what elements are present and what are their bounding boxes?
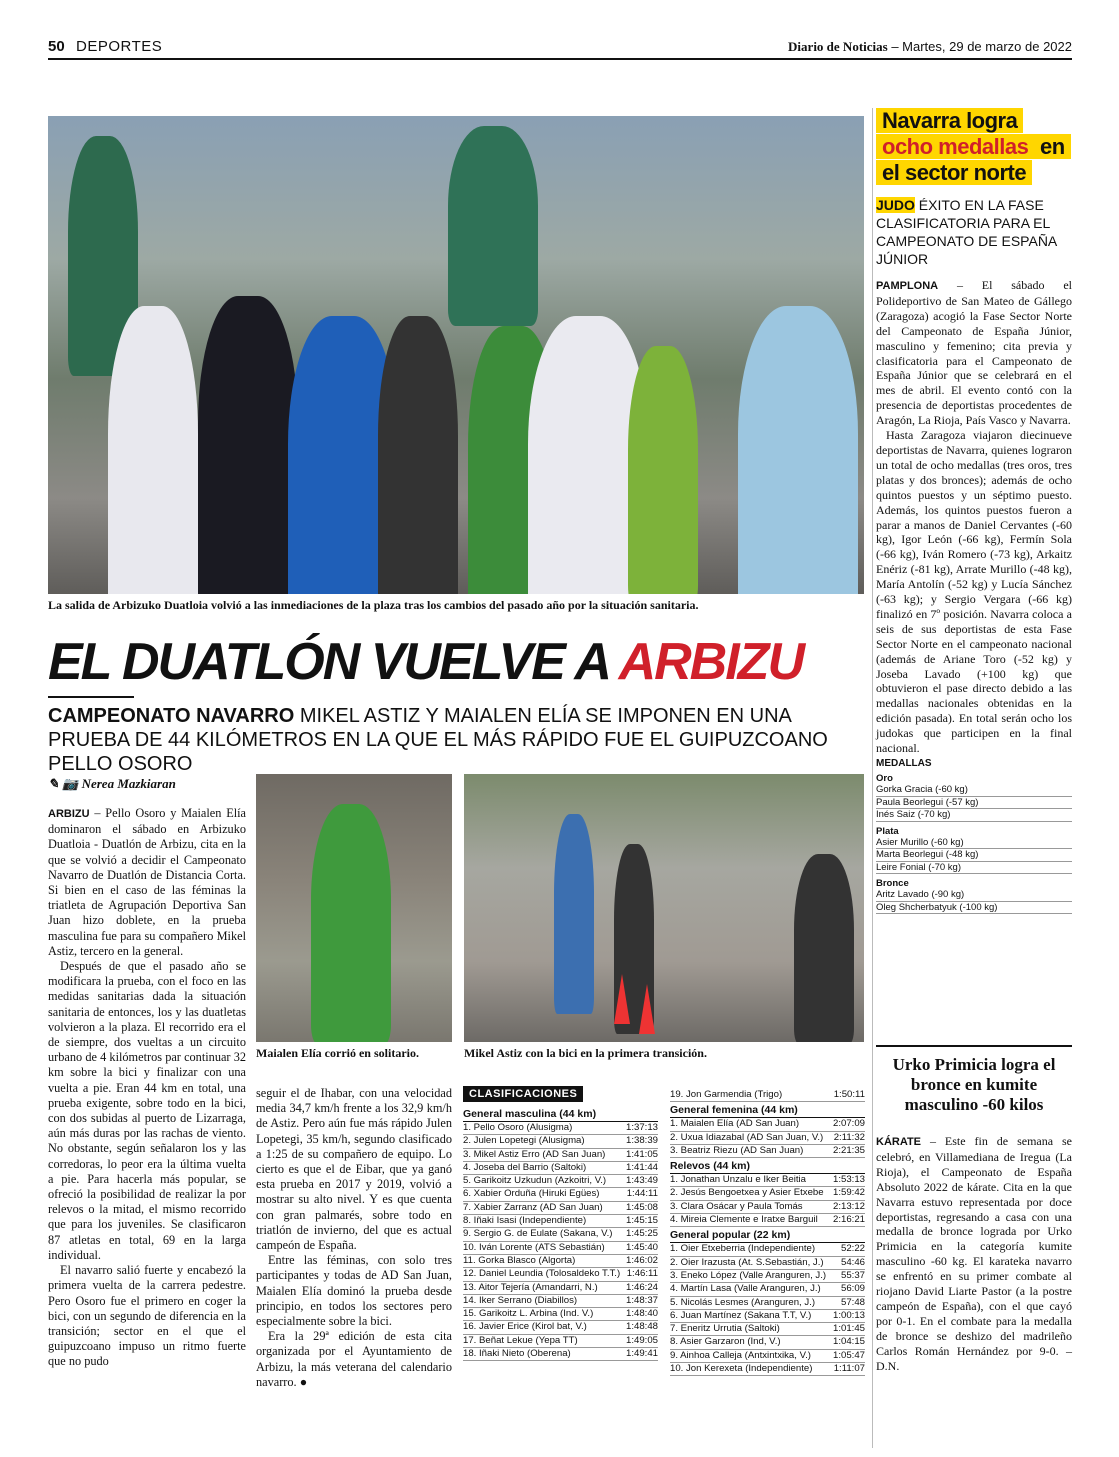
medal-row: Marta Beorlegui (-48 kg) [876, 849, 1072, 862]
sidebar-kicker: JUDO ÉXITO EN LA FASE CLASIFICATORIA PARA EL CAMPEONATO DE ESPAÑA JÚNIOR [876, 197, 1057, 267]
results-subtitle: General masculina (44 km) [463, 1106, 658, 1122]
table-row: 5. Nicolás Lesmes (Aranguren, J.) 57:48 [670, 1297, 865, 1310]
medal-category: Oro [876, 773, 893, 784]
photo-mikel [464, 774, 864, 1042]
results-badge: CLASIFICACIONES [463, 1086, 583, 1102]
page-header [48, 36, 1072, 60]
table-row: 7. Xabier Zarranz (AD San Juan) 1:45:08 [463, 1202, 658, 1215]
table-row: 2. Oier Irazusta (At. S.Sebastián, J.) 54:46 [670, 1257, 865, 1270]
page-number: 50 [48, 38, 65, 55]
headline-part2: ARBIZU [618, 633, 803, 691]
results-subtitle: Relevos (44 km) [670, 1158, 865, 1174]
table-row: 19. Jon Garmendia (Trigo) 1:50:11 [670, 1089, 865, 1102]
results-col-a [463, 1086, 658, 1361]
table-row: 3. Beatriz Riezu (AD San Juan) 2:21:35 [670, 1145, 865, 1158]
table-row: 6. Xabier Orduña (Hiruki Egües) 1:44:11 [463, 1188, 658, 1201]
headline-part1: EL DUATLÓN VUELVE A [48, 633, 619, 691]
photo-mikel-caption: Mikel Astiz con la bici en la primera transición. [464, 1046, 707, 1060]
headline [48, 632, 868, 692]
table-row: 2. Julen Lopetegi (Alusigma) 1:38:39 [463, 1135, 658, 1148]
table-row: 12. Daniel Leundia (Tolosaldeko T.T.) 1:46:11 [463, 1268, 658, 1281]
urko-paragraph: KÁRATE – Este fin de semana se celebró, en Villamediana de Iregua (La Rioja), el Campeonato de España Absoluto 2022 de kárate. Cita en la que Navarra estuvo representada por doce deportistas, regresando a casa con una medalla de bronce lograda por Urko Primicia en la categoría kumite masculino -60 kg. El karateka navarro se enfrentó en su primer combate al riojano David Liarte Pastor (a la postre campeón de España), con el que cayó por 0-1. En el combate para la medalla de bronce se deshizo del madrileño Carlos Román Hernández por 9-0. – D.N. [876, 1134, 1072, 1373]
article-col-1 [48, 806, 246, 1370]
article-paragraph: El navarro salió fuerte y encabezó la primera vuelta de la carrera pedestre. Pero Osoro fue el primero en coger la bici, con un segundo de diferencia en la transición; sector en el que el guipuzcoano impuso un ritmo fuerte que no pudo [48, 1263, 246, 1369]
table-row: 1. Maialen Elía (AD San Juan) 2:07:09 [670, 1118, 865, 1131]
table-row: 6. Juan Martínez (Sakana T.T, V.) 1:00:13 [670, 1310, 865, 1323]
article-col-2 [256, 1086, 452, 1390]
photo-maialen-caption: Maialen Elía corrió en solitario. [256, 1046, 419, 1060]
table-row: 5. Garikoitz Uzkudun (Azkoitri, V.) 1:43:49 [463, 1175, 658, 1188]
sidebar-paragraph: PAMPLONA – El sábado el Polideportivo de San Mateo de Gállego (Zaragoza) acogió la Fase Sector Norte del Campeonato de España Júnior, masculino y femenino; cita previa y clasificatoria para el Campeonato de España Júnior que se celebrará en el mes de abril. El evento contó con la presencia de deportistas procedentes de Aragón, La Rioja, País Vasco y Navarra. [876, 278, 1072, 428]
article-paragraph: Después de que el pasado año se modificara la prueba, con el foco en las medidas sanitarias dada la situación sanitaria de entonces, los y las duatletas volvieron a la plaza. El recorrido era el de siempre, dos vueltas a un circuito urbano de 4 kilómetros par continuar 32 km sobre la bici y finalizar con una vuelta a pie. Eran 44 km en total, una prueba exigente, sobre todo en la bici, con dos subidas al puerto de Lizarraga, aún más duras por las rachas de viento. No obstante, según señalaron los y las corredoras, lo peor era la última vuelta a pie. Para hacerla más popular, se ofreció la posibilidad de realizar la por relevos o la mitad, el mismo recorrido que para los juveniles. Se clasificaron 87 atletas en total, 69 en la larga individual. [48, 959, 246, 1262]
medal-row: Asier Murillo (-60 kg) [876, 837, 1072, 850]
headline-rule [48, 696, 134, 698]
masthead-date [788, 39, 1072, 55]
results-col-b [670, 1089, 865, 1376]
table-row: 4. Joseba del Barrio (Saltoki) 1:41:44 [463, 1162, 658, 1175]
table-row: 4. Mireia Clemente e Iratxe Barguil 2:16:21 [670, 1214, 865, 1227]
table-row: 9. Ainhoa Calleja (Antxintxika, V.) 1:05:47 [670, 1350, 865, 1363]
medals-list [876, 758, 1072, 914]
byline: ✎ 📷 Nerea Mazkiaran [48, 776, 176, 791]
column-divider [872, 108, 873, 1448]
table-row: 18. Iñaki Nieto (Oberena) 1:49:41 [463, 1348, 658, 1361]
table-row: 11. Gorka Blasco (Algorta) 1:46:02 [463, 1255, 658, 1268]
medal-row: Oleg Shcherbatyuk (-100 kg) [876, 902, 1072, 915]
table-row: 15. Garikoitz L. Arbina (Ind. V.) 1:48:40 [463, 1308, 658, 1321]
urko-title: Urko Primicia logra el bronce en kumite masculino -60 kilos [892, 1055, 1056, 1114]
table-row: 13. Aitor Tejería (Amandarri, N.) 1:46:24 [463, 1282, 658, 1295]
results-subtitle: General popular (22 km) [670, 1227, 865, 1243]
table-row: 1. Jonathan Unzalu e Iker Beitia 1:53:13 [670, 1174, 865, 1187]
table-row: 8. Asier Garzaron (Ind, V.) 1:04:15 [670, 1336, 865, 1349]
newspaper-name: Diario de Noticias [788, 39, 888, 54]
sidebar-title: Navarra logra ocho medallas en el sector norte [876, 108, 1072, 186]
subhead-text: MIKEL ASTIZ Y MAIALEN ELÍA SE IMPONEN EN UNA PRUEBA DE 44 KILÓMETROS EN LA QUE EL MÁS RÁPIDO FUE EL GUIPUZCOANO PELLO OSORO [48, 705, 828, 775]
table-row: 2. Jesús Bengoetxea y Asier Etxebe 1:59:42 [670, 1187, 865, 1200]
sidebar-paragraph: Hasta Zaragoza viajaron diecinueve deportistas de Navarra, quienes lograron un total de ocho medallas (tres oros, tres platas y dos bronces); además de ocho quintos puestos y un séptimo puesto. Además, los quintos puestos fueron a parar a manos de Daniel Cervantes (-60 kg), Igor León (-66 kg), Fermín Sola (-66 kg), Iván Romero (-73 kg), Arkaitz Enériz (-81 kg), Arrate Murillo (-48 kg), María Antolín (-52 kg) y Lucía Sánchez (-63 kg); y Sergio Vergara (-66 kg) finalizó en 7º posición. Navarra coloca a seis de sus deportistas de esta Fase Sector Norte en el campeonato nacional (además de Ariane Toro (-52 kg) y Joseba Lavado (+100 kg) que obtuvieron el pase directo debido a las medallas nacionales obtenidas en la edición pasada). En total serán ocho los judokas que participen en la final nacional. [876, 428, 1072, 756]
results-subtitle: General femenina (44 km) [670, 1102, 865, 1118]
medal-row: Inés Saiz (-70 kg) [876, 809, 1072, 822]
subheadline [48, 704, 868, 776]
table-row: 14. Iker Serrano (Diabillos) 1:48:37 [463, 1295, 658, 1308]
medal-row: Paula Beorlegui (-57 kg) [876, 797, 1072, 810]
main-photo [48, 116, 864, 594]
table-row: 16. Javier Erice (Kirol bat, V.) 1:48:48 [463, 1321, 658, 1334]
medals-title: MEDALLAS [876, 758, 932, 769]
table-row: 8. Iñaki Isasi (Independiente) 1:45:15 [463, 1215, 658, 1228]
table-row: 7. Eneritz Urrutia (Saltoki) 1:01:45 [670, 1323, 865, 1336]
medal-row: Gorka Gracia (-60 kg) [876, 784, 1072, 797]
medal-row: Leire Fonial (-70 kg) [876, 862, 1072, 875]
main-photo-caption: La salida de Arbizuko Duatloia volvió a las inmediaciones de la plaza tras los cambios del pasado año por la situación sanitaria. [48, 598, 699, 612]
table-row: 1. Oier Etxeberria (Independiente) 52:22 [670, 1243, 865, 1256]
table-row: 10. Iván Lorente (ATS Sebastián) 1:45:40 [463, 1242, 658, 1255]
medal-category: Bronce [876, 878, 909, 889]
article-paragraph: Era la 29ª edición de esta cita organizada por el Ayuntamiento de Arbizu, la más veterana del calendario navarro. ● [256, 1329, 452, 1389]
article-place: ARBIZU [48, 808, 90, 820]
table-row: 17. Beñat Lekue (Yepa TT) 1:49:05 [463, 1335, 658, 1348]
article-paragraph: Entre las féminas, con solo tres participantes y todas de AD San Juan, Maialen Elía dominó la prueba desde principio, en todos los sectores pero especialmente sobre la bici. [256, 1253, 452, 1329]
table-row: 9. Sergio G. de Eulate (Sakana, V.) 1:45:25 [463, 1228, 658, 1241]
medal-row: Aritz Lavado (-90 kg) [876, 889, 1072, 902]
table-row: 1. Pello Osoro (Alusigma) 1:37:13 [463, 1122, 658, 1135]
table-row: 4. Martín Lasa (Valle Aranguren, J.) 56:09 [670, 1283, 865, 1296]
article-paragraph: seguir el de Ihabar, con una velocidad media 34,7 km/h frente a los 32,9 km/h de Astiz. Pero aún fue más rápido Julen Lopetegi, 35 km/h, segundo clasificado a 1:25 de su compañero de equipo. Lo cierto es que el de Eibar, que ya ganó esta prueba en 2017 y 2019, volvió a mostrar su alto nivel. Y es que cuenta con gran palmarés, sobre todo en triatlón de invierno, del que es actual campeón de España. [256, 1086, 452, 1253]
table-row: 10. Jon Kerexeta (Independiente) 1:11:07 [670, 1363, 865, 1376]
table-row: 3. Clara Osácar y Paula Tomás 2:13:12 [670, 1201, 865, 1214]
sidebar-body [876, 278, 1072, 756]
photo-maialen [256, 774, 452, 1042]
medal-category: Plata [876, 825, 899, 837]
urko-body [876, 1134, 1072, 1374]
table-row: 3. Mikel Astiz Erro (AD San Juan) 1:41:05 [463, 1149, 658, 1162]
section-name: DEPORTES [76, 38, 163, 55]
article-paragraph: ARBIZU – Pello Osoro y Maialen Elía dominaron el sábado en Arbizuko Duatloia - Duatlón de Arbizu, cita en la que se volvió a decidir el Campeonato Navarro de Duatlón de Distancia Corta. Si bien en el caso de las féminas la triatleta de Agrupación Deportiva San Juan hizo doblete, en la prueba masculina fue para su compañero Mikel Astiz, tercero en la general. [48, 806, 246, 958]
issue-date: – Martes, 29 de marzo de 2022 [891, 39, 1072, 54]
sidebar-separator [876, 1045, 1072, 1047]
sidebar-judo [876, 108, 1072, 914]
table-row: 3. Eneko López (Valle Aranguren, J.) 55:37 [670, 1270, 865, 1283]
table-row: 2. Uxua Idiazabal (AD San Juan, V.) 2:11:32 [670, 1132, 865, 1145]
subhead-kicker: CAMPEONATO NAVARRO [48, 705, 295, 727]
